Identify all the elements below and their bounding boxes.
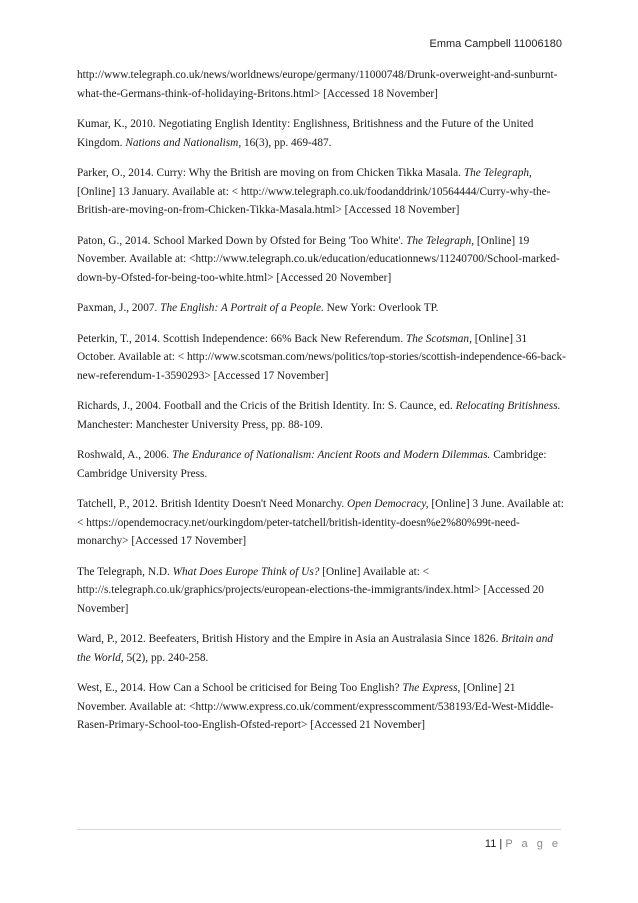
reference-entry bbox=[77, 66, 567, 103]
reference-text: [Online] 31 October. Available at: < http://www.scotsman.com/news/politics/top-stories/scottish-independence-66-back-new-referendum-1-3590293> [Accessed 17 November] bbox=[77, 332, 566, 382]
reference-text: New York: Overlook TP. bbox=[323, 302, 439, 314]
reference-text: [Online] Available at: < http://s.telegraph.co.uk/graphics/projects/european-elections-the-immigrants/index.html> [Accessed 20 November] bbox=[77, 565, 544, 615]
footer-divider bbox=[77, 829, 561, 830]
reference-entry bbox=[77, 495, 567, 551]
reference-text: Richards, J., 2004. Football and the Cricis of the British Identity. In: S. Caunce, ed. bbox=[77, 400, 456, 412]
reference-list bbox=[77, 66, 567, 747]
reference-entry bbox=[77, 115, 567, 152]
reference-title: The Express, bbox=[402, 682, 461, 694]
reference-text: The Telegraph, N.D. bbox=[77, 565, 173, 578]
reference-text: Kumar, K., 2010. Negotiating English Identity: Englishness, Britishness and the Future of the United Kingdom. bbox=[77, 118, 534, 149]
reference-text: Roshwald, A., 2006. bbox=[77, 449, 173, 461]
reference-title: Open Democracy, bbox=[347, 498, 429, 510]
reference-entry bbox=[77, 446, 567, 483]
reference-text: Ward, P., 2012. Beefeaters, British History and the Empire in Asia an Australasia Since 1826. bbox=[77, 633, 502, 645]
reference-text: Cambridge: Cambridge University Press. bbox=[77, 449, 547, 480]
reference-title: The Telegraph, bbox=[463, 167, 532, 179]
reference-text: Manchester: Manchester University Press, pp. 88-109. bbox=[77, 418, 323, 431]
reference-title: Relocating Britishness. bbox=[455, 400, 561, 412]
reference-entry bbox=[77, 299, 567, 318]
reference-text: [Online] 19 November. Available at: <http://www.telegraph.co.uk/education/educationnews/11240700/School-marked-down-by-Ofsted-for-being-too-white.html> [Accessed 20 November] bbox=[77, 234, 560, 284]
reference-text: West, E., 2014. How Can a School be criticised for Being Too English? bbox=[77, 682, 403, 694]
page-number: 11 bbox=[484, 838, 497, 850]
reference-entry bbox=[77, 563, 567, 619]
reference-text: 16(3), pp. 469-487. bbox=[241, 136, 332, 149]
reference-entry bbox=[77, 232, 567, 288]
reference-text: Paton, G., 2014. School Marked Down by Ofsted for Being 'Too White'. bbox=[77, 234, 407, 247]
reference-title: Nations and Nationalism, bbox=[125, 136, 242, 149]
reference-text: http://www.telegraph.co.uk/news/worldnews/europe/germany/11000748/Drunk-overweight-and-sunburnt-what-the-Germans-think-of-holidaying-Britons.html> [Accessed 18 November] bbox=[77, 69, 558, 100]
reference-text: [Online] 13 January. Available at: < http://www.telegraph.co.uk/foodanddrink/10564444/Curry-why-the-British-are-moving-on-from-Chicken-Tikka-Masala.html> [Accessed 18 November] bbox=[77, 185, 551, 216]
footer-separator: | bbox=[499, 838, 503, 850]
reference-title: The Scotsman, bbox=[406, 332, 472, 345]
reference-text: [Online] 21 November. Available at: <http://www.express.co.uk/comment/expresscomment/538193/Ed-West-Middle-Rasen-Primary-School-too-English-Ofsted-report> [Accessed 21 November] bbox=[77, 682, 554, 731]
page-header-author: Emma Campbell 11006180 bbox=[429, 38, 562, 50]
reference-title: The English: A Portrait of a People. bbox=[160, 302, 324, 314]
reference-text: Parker, O., 2014. Curry: Why the British are moving on from Chicken Tikka Masala. bbox=[77, 167, 464, 179]
reference-entry bbox=[77, 679, 567, 735]
reference-text: Peterkin, T., 2014. Scottish Independence: 66% Back New Referendum. bbox=[77, 332, 406, 345]
reference-title: The Telegraph, bbox=[406, 234, 475, 247]
reference-entry bbox=[77, 397, 567, 434]
reference-text: 5(2), pp. 240-258. bbox=[123, 651, 209, 664]
reference-text: [Online] 3 June. Available at: < https://opendemocracy.net/ourkingdom/peter-tatchell/british-identity-doesn%e2%80%99t-need-monarchy> [Accessed 17 November] bbox=[77, 498, 564, 547]
page-footer bbox=[485, 838, 561, 850]
reference-entry bbox=[77, 164, 567, 220]
reference-text: Tatchell, P., 2012. British Identity Doesn't Need Monarchy. bbox=[77, 498, 348, 510]
reference-title: What Does Europe Think of Us? bbox=[172, 565, 320, 578]
reference-title: Britain and the World, bbox=[77, 633, 553, 664]
reference-entry bbox=[77, 330, 567, 386]
reference-text: Paxman, J., 2007. bbox=[77, 302, 161, 314]
reference-title: The Endurance of Nationalism: Ancient Roots and Modern Dilemmas. bbox=[172, 449, 491, 461]
page-label: P a g e bbox=[505, 838, 561, 850]
reference-entry bbox=[77, 630, 567, 667]
